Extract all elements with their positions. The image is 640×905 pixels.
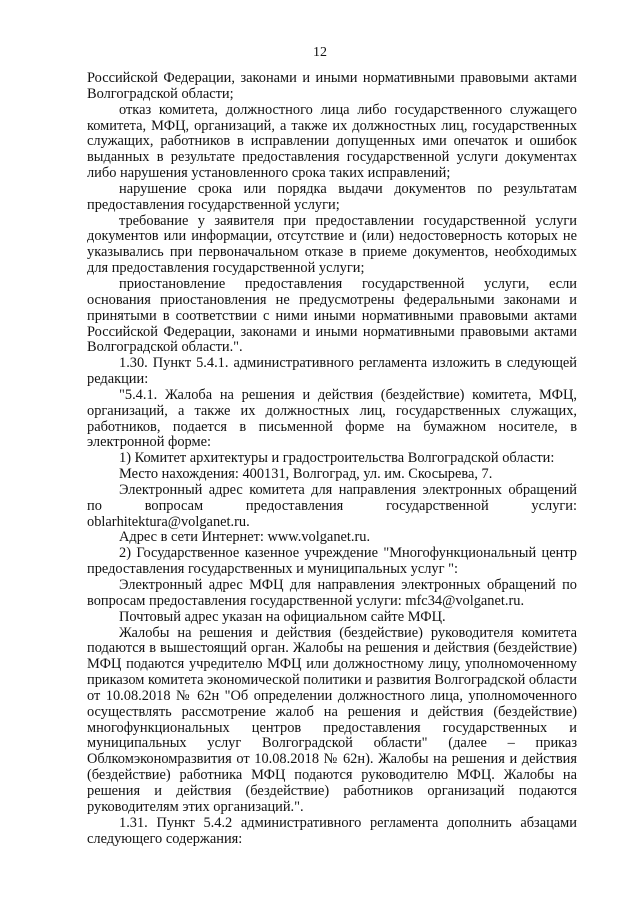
paragraph-item-1-30: 1.30. Пункт 5.4.1. административного регламента изложить в следующей редакции:	[87, 355, 577, 388]
page-number: 12	[313, 45, 327, 60]
paragraph: нарушение срока или порядка выдачи документов по результатам предоставления государственной услуги;	[87, 180, 577, 213]
paragraph: Жалобы на решения и действия (бездействие) руководителя комитета подаются в вышестоящий орган. Жалобы на решения и действия (бездействие) МФЦ подаются учредителю МФЦ или должностному лицу, уполномоченному приказом комитета экономической политики и развития Волгоградской области от 10.08.2018 № 62н "Об определении должностного лица, уполномоченного осуществлять рассмотрение жалоб на решения и действия (бездействие) многофункциональных центров предоставления государственных и муниципальных услуг Волгоградской области" (далее – приказ Облкомэкономразвития от 10.08.2018 № 62н). Жалобы на решения и действия (бездействие) работника МФЦ подаются руководителю МФЦ. Жалобы на решения и действия (бездействие) работников организаций подаются руководителям этих организаций.".	[87, 624, 578, 815]
paragraph: приостановление предоставления государственной услуги, если основания приостановления не предусмотрены федеральными законами и принятыми в соответствии с ними иными нормативными правовыми актами Российской Федерации, законами и иными нормативными правовыми актами Волгоградской области.".	[87, 275, 577, 356]
paragraph: 1) Комитет архитектуры и градостроительства Волгоградской области:	[119, 450, 555, 467]
paragraph-address: Место нахождения: 400131, Волгоград, ул. им. Скосырева, 7.	[119, 466, 493, 483]
paragraph-continuation: Российской Федерации, законами и иными нормативными правовыми актами Волгоградской области;	[87, 70, 577, 102]
paragraph: требование у заявителя при предоставлении государственной услуги документов или информации, отсутствие и (или) недостоверность которых не указывались при первоначальном отказе в приеме документов, необходимых для предоставления государственной услуги;	[87, 212, 577, 277]
paragraph-email: Электронный адрес МФЦ для направления электронных обращений по вопросам предоставления государственной услуги: mfc34@volganet.ru.	[87, 577, 577, 609]
document-body	[87, 71, 577, 847]
paragraph-item-1-31: 1.31. Пункт 5.4.2 административного регламента дополнить абзацами следующего содержания:	[87, 814, 577, 847]
paragraph: "5.4.1. Жалоба на решения и действия (бездействие) комитета, МФЦ, организаций, а также их должностных лиц, государственных служащих, работников, подается в письменной форме на бумажном носителе, в электронной форме:	[87, 386, 577, 451]
paragraph: 2) Государственное казенное учреждение "Многофункциональный центр предоставления государственных и муниципальных услуг ":	[87, 545, 577, 578]
paragraph: отказ комитета, должностного лица либо государственного служащего комитета, МФЦ, организаций, а также их должностных лиц, государственных служащих, работников в исправлении допущенных ими опечаток и ошибок выданных в результате предоставления государственной услуги документах либо нарушения установленного срока таких исправлений;	[87, 101, 577, 182]
paragraph: Почтовый адрес указан на официальном сайте МФЦ.	[119, 608, 446, 625]
paragraph-email: Электронный адрес комитета для направления электронных обращений по вопросам предоставления государственной услуги: oblarhitektura@volganet.ru.	[87, 481, 577, 530]
paragraph-website: Адрес в сети Интернет: www.volganet.ru.	[119, 529, 371, 546]
